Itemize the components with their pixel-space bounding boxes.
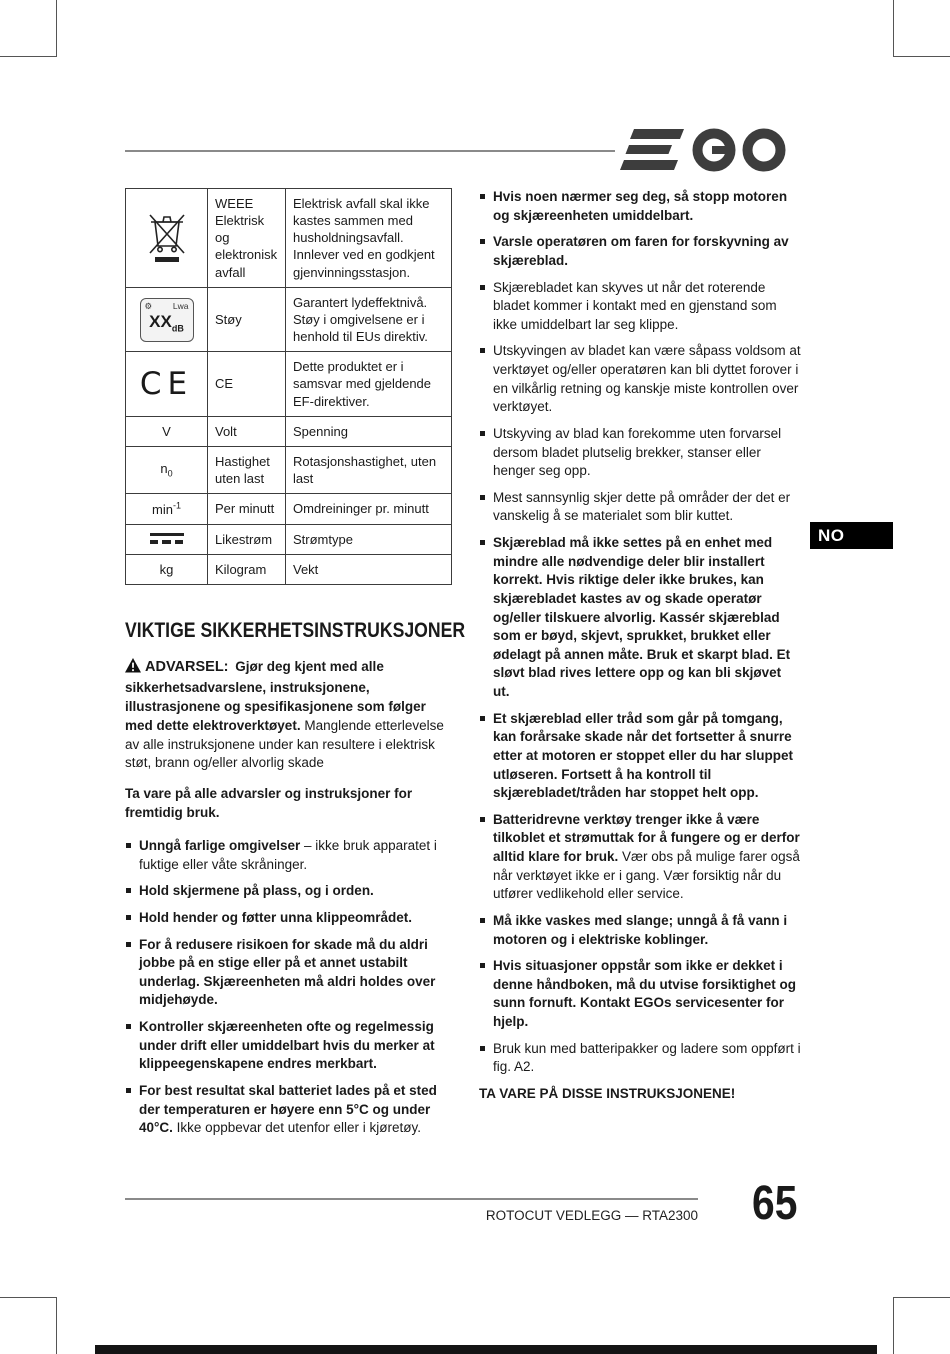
crop-mark — [893, 1297, 950, 1298]
table-row — [126, 189, 452, 288]
symbol-description: Garantert lydeffektnivå. Støy i omgivelsene er i henhold til EUs direktiv. — [286, 287, 452, 351]
left-column — [125, 188, 466, 1146]
symbol-label: Per minutt — [208, 494, 286, 524]
gear-icon: ⚙ — [144, 300, 153, 311]
symbol-table — [125, 188, 452, 585]
warning-icon — [125, 658, 141, 679]
footer-rule — [125, 1198, 698, 1200]
list-item: Et skjæreblad eller tråd som går på tomgang, kan forårsake skade når det fortsetter å snurre etter at motoren er stoppet eller du har sluppet utløseren. Fortsett å ha kontroll til skjærebladet/tråden har stoppet helt opp. — [479, 710, 801, 803]
closing-statement: TA VARE PÅ DISSE INSTRUKSJONENE! — [479, 1085, 736, 1101]
list-item: Kontroller skjæreenheten ofte og regelmessig under drift eller umiddelbart hvis du merker at klippeegenskapene endres merkbart. — [125, 1018, 452, 1074]
warning-bold-text: Gjør deg kjent med alle sikkerhetsadvarslene, instruksjonene, illustrasjonene og spesifikasjonene som følger med dette elektroverktøyet. — [125, 658, 426, 733]
list-item: Skjæreblad må ikke settes på en enhet med mindre alle nødvendige deler blir installert korrekt. Hvis riktige deler ikke brukes, kan skjærebladet kastes av og skade operatør og/eller tilskuere alvorlig. Kassér skjæreblad som er bøyd, skjevt, sprukket, brukket eller ødelagt på annen måte. Bruk et skarpt blad. Et sløvt blad rives lettere opp og kan bli skjøvet ut. — [479, 534, 801, 702]
symbol-volt: V — [126, 416, 208, 446]
list-item: Batteridrevne verktøy trenger ikke å være tilkoblet et strømuttak for å fungere og er derfor alltid klare for bruk. Vær obs på mulige farer også når verktøyet ikke er i gang. Vær forsiktig når du utfører vedlikehold eller service. — [479, 811, 801, 904]
list-item: Varsle operatøren om faren for forskyvning av skjæreblad. — [479, 233, 801, 270]
symbol-description: Strømtype — [286, 524, 452, 554]
list-item: Hvis situasjoner oppstår som ikke er dekket i denne håndboken, må du utvise forsiktighet og sunn fornuft. Kontakt EGOs servicesenter for hjelp. — [479, 957, 801, 1032]
symbol-per-minute: $\min^{-1}$ — [152, 500, 181, 517]
symbol-label: Likestrøm — [208, 524, 286, 554]
ego-logo-graphic — [620, 127, 792, 173]
noise-xx-text: XX — [149, 311, 172, 331]
ce-mark-icon: CE — [139, 365, 194, 402]
footer-document-title: ROTOCUT VEDLEGG — RTA2300 — [485, 1208, 698, 1223]
list-item: Mest sannsynlig skjer dette på områder der det er vanskelig å se materialet som blir kuttet. — [479, 489, 801, 526]
list-item: Må ikke vaskes med slange; unngå å få vann i motoren og i elektriske koblinger. — [479, 912, 801, 949]
noise-db-text: dB — [171, 322, 184, 333]
warning-label: ADVARSEL: — [145, 658, 229, 675]
crop-mark — [56, 1297, 57, 1354]
list-item: Hold hender og føtter unna klippeområdet. — [125, 909, 452, 928]
symbol-description: Omdreininger pr. minutt — [286, 494, 452, 524]
symbol-label: Volt — [208, 416, 286, 446]
symbol-label: CE — [208, 352, 286, 416]
weee-bin-icon — [146, 253, 188, 268]
page-number: 65 — [752, 1177, 798, 1230]
list-item: For å redusere risikoen for skade må du aldri jobbe på en stige eller på et annet ustabilt underlag. Skjæreenheten må aldri holdes over midjehøyde. — [125, 936, 452, 1011]
warning-rest-text: Manglende etterlevelse av alle instruksjonene under kan resultere i elektrisk støt, brann og/eller alvorlig skade — [125, 717, 444, 771]
symbol-no-load-speed: $n_0$ — [160, 460, 173, 479]
keep-instructions: Ta vare på alle advarsler og instruksjoner for fremtidig bruk. — [125, 786, 413, 821]
list-item: Utskyving av blad kan forekomme uten forvarsel dersom bladet plutselig brekker, stanser eller henger seg opp. — [479, 425, 801, 481]
list-item: Bruk kun med batteripakker og ladere som oppført i fig. A2. — [479, 1040, 801, 1077]
list-item: Skjærebladet kan skyves ut når det roterende bladet kommer i kontakt med en gjenstand som ikke umiddelbart lar seg klippe. — [479, 279, 801, 335]
symbol-description: Dette produktet er i samsvar med gjeldende EF-direktiver. — [286, 352, 452, 416]
warning-paragraph — [125, 657, 452, 773]
list-item: Hold skjermene på plass, og i orden. — [125, 882, 452, 901]
right-bullet-list — [479, 188, 801, 1077]
list-item: Unngå farlige omgivelser – ikke bruk apparatet i fuktige eller våte skråninger. — [125, 837, 452, 874]
direct-current-icon — [150, 533, 184, 544]
print-edge-bar — [95, 1345, 877, 1354]
ego-logo — [620, 127, 792, 178]
header-rule — [125, 150, 615, 152]
crop-mark — [0, 1297, 57, 1298]
symbol-description: Vekt — [286, 554, 452, 584]
crop-mark — [56, 0, 57, 57]
table-row — [126, 524, 452, 554]
crop-mark — [893, 56, 950, 57]
symbol-label: Kilogram — [208, 554, 286, 584]
symbol-label: Hastighet uten last — [208, 446, 286, 493]
crop-mark — [893, 1297, 894, 1354]
content-columns — [125, 188, 801, 1146]
table-row — [126, 494, 452, 524]
list-item: Utskyvingen av bladet kan være såpass voldsom at verktøyet og/eller operatøren kan bli dyttet forover i en vilkårlig retning og kanskje miste kontrollen over verktøyet. — [479, 342, 801, 417]
table-row — [126, 352, 452, 416]
right-column — [479, 188, 801, 1146]
symbol-description: Elektrisk avfall skal ikke kastes sammen med husholdningsavfall. Innlever ved en godkjent gjenvinningsstasjon. — [286, 189, 452, 288]
symbol-label: Støy — [208, 287, 286, 351]
symbol-description: Spenning — [286, 416, 452, 446]
crop-mark — [893, 0, 894, 57]
symbol-kg: kg — [126, 554, 208, 584]
language-badge: NO — [810, 522, 893, 549]
list-item: For best resultat skal batteriet lades på et sted der temperaturen er høyere enn 5°C og under 40°C. Ikke oppbevar det utenfor eller i kjøretøy. — [125, 1082, 452, 1138]
noise-lwa-label: Lwa — [172, 300, 189, 311]
symbol-label: WEEE Elektrisk og elektronisk avfall — [208, 189, 286, 288]
noise-level-icon — [140, 298, 194, 342]
symbol-description: Rotasjonshastighet, uten last — [286, 446, 452, 493]
table-row — [126, 446, 452, 493]
crop-mark — [0, 56, 57, 57]
table-row — [126, 416, 452, 446]
left-bullet-list — [125, 837, 452, 1138]
table-row — [126, 287, 452, 351]
list-item: Hvis noen nærmer seg deg, så stopp motoren og skjæreenheten umiddelbart. — [479, 188, 801, 225]
table-row — [126, 554, 452, 584]
section-title: VIKTIGE SIKKERHETSINSTRUKSJONER — [125, 618, 466, 642]
